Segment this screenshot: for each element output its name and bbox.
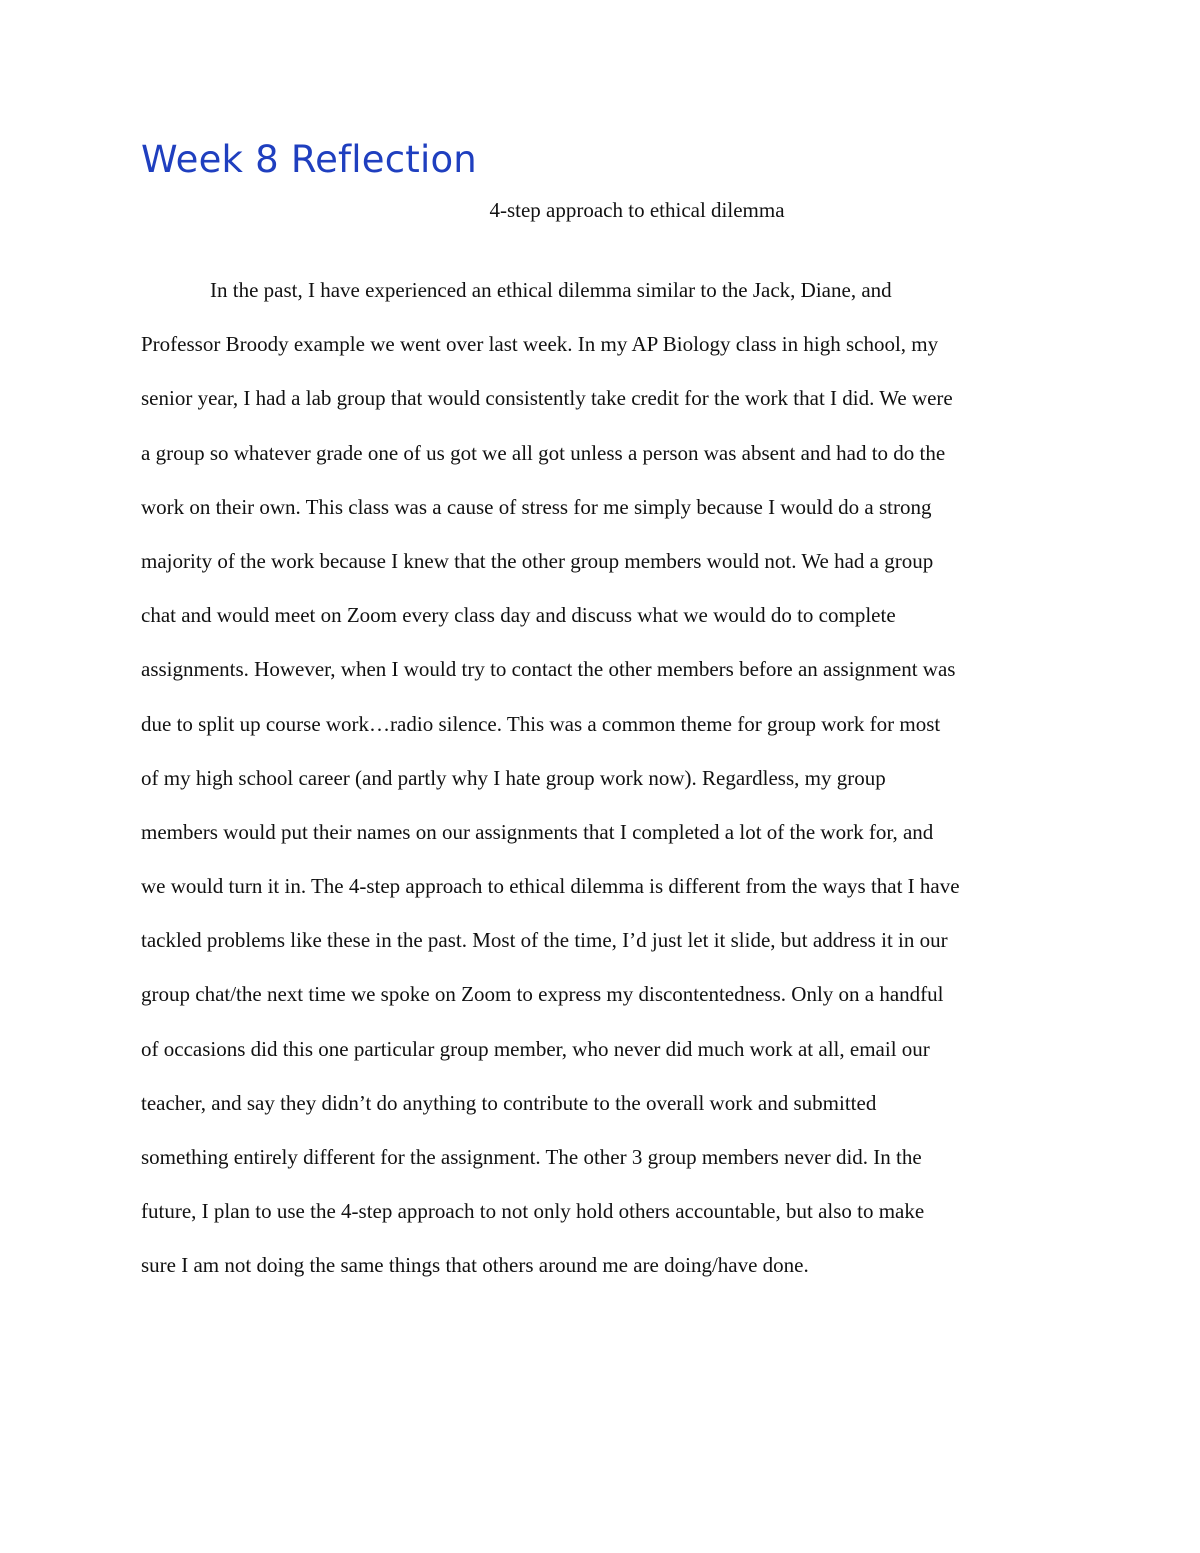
reflection-paragraph bbox=[141, 268, 1081, 1298]
paragraph-line: due to split up course work…radio silence. This was a common theme for group work for most bbox=[141, 711, 941, 736]
document-subtitle: 4-step approach to ethical dilemma bbox=[489, 198, 785, 222]
paragraph-line: group chat/the next time we spoke on Zoom to express my discontentedness. Only on a handful bbox=[141, 982, 944, 1007]
paragraph-line: teacher, and say they didn’t do anything to contribute to the overall work and submitted bbox=[141, 1090, 877, 1115]
paragraph-line: majority of the work because I knew that the other group members would not. We had a group bbox=[141, 548, 934, 573]
paragraph-line: of my high school career (and partly why I hate group work now). Regardless, my group bbox=[141, 765, 886, 790]
paragraph-line: In the past, I have experienced an ethical dilemma similar to the Jack, Diane, and bbox=[210, 278, 892, 302]
document-title: Week 8 Reflection bbox=[141, 138, 477, 181]
paragraph-line: assignments. However, when I would try to contact the other members before an assignment was bbox=[141, 657, 956, 682]
paragraph-line: of occasions did this one particular group member, who never did much work at all, email our bbox=[141, 1036, 930, 1061]
paragraph-line: members would put their names on our assignments that I completed a lot of the work for, and bbox=[141, 819, 934, 844]
paragraph-line: a group so whatever grade one of us got we all got unless a person was absent and had to do the bbox=[141, 440, 946, 465]
paragraph-line: tackled problems like these in the past. Most of the time, I’d just let it slide, but address it in our bbox=[141, 928, 948, 953]
paragraph-line: future, I plan to use the 4-step approach to not only hold others accountable, but also to make bbox=[141, 1199, 925, 1224]
paragraph-line: senior year, I had a lab group that would consistently take credit for the work that I did. We were bbox=[141, 386, 953, 411]
paragraph-line: something entirely different for the assignment. The other 3 group members never did. In the bbox=[141, 1145, 922, 1169]
paragraph-line: chat and would meet on Zoom every class day and discuss what we would do to complete bbox=[141, 603, 896, 628]
paragraph-line: work on their own. This class was a cause of stress for me simply because I would do a strong bbox=[141, 494, 932, 519]
paragraph-line: sure I am not doing the same things that others around me are doing/have done. bbox=[141, 1253, 809, 1278]
paragraph-line: Professor Broody example we went over last week. In my AP Biology class in high school, my bbox=[141, 332, 939, 357]
paragraph-line: we would turn it in. The 4-step approach to ethical dilemma is different from the ways that I have bbox=[141, 874, 960, 899]
